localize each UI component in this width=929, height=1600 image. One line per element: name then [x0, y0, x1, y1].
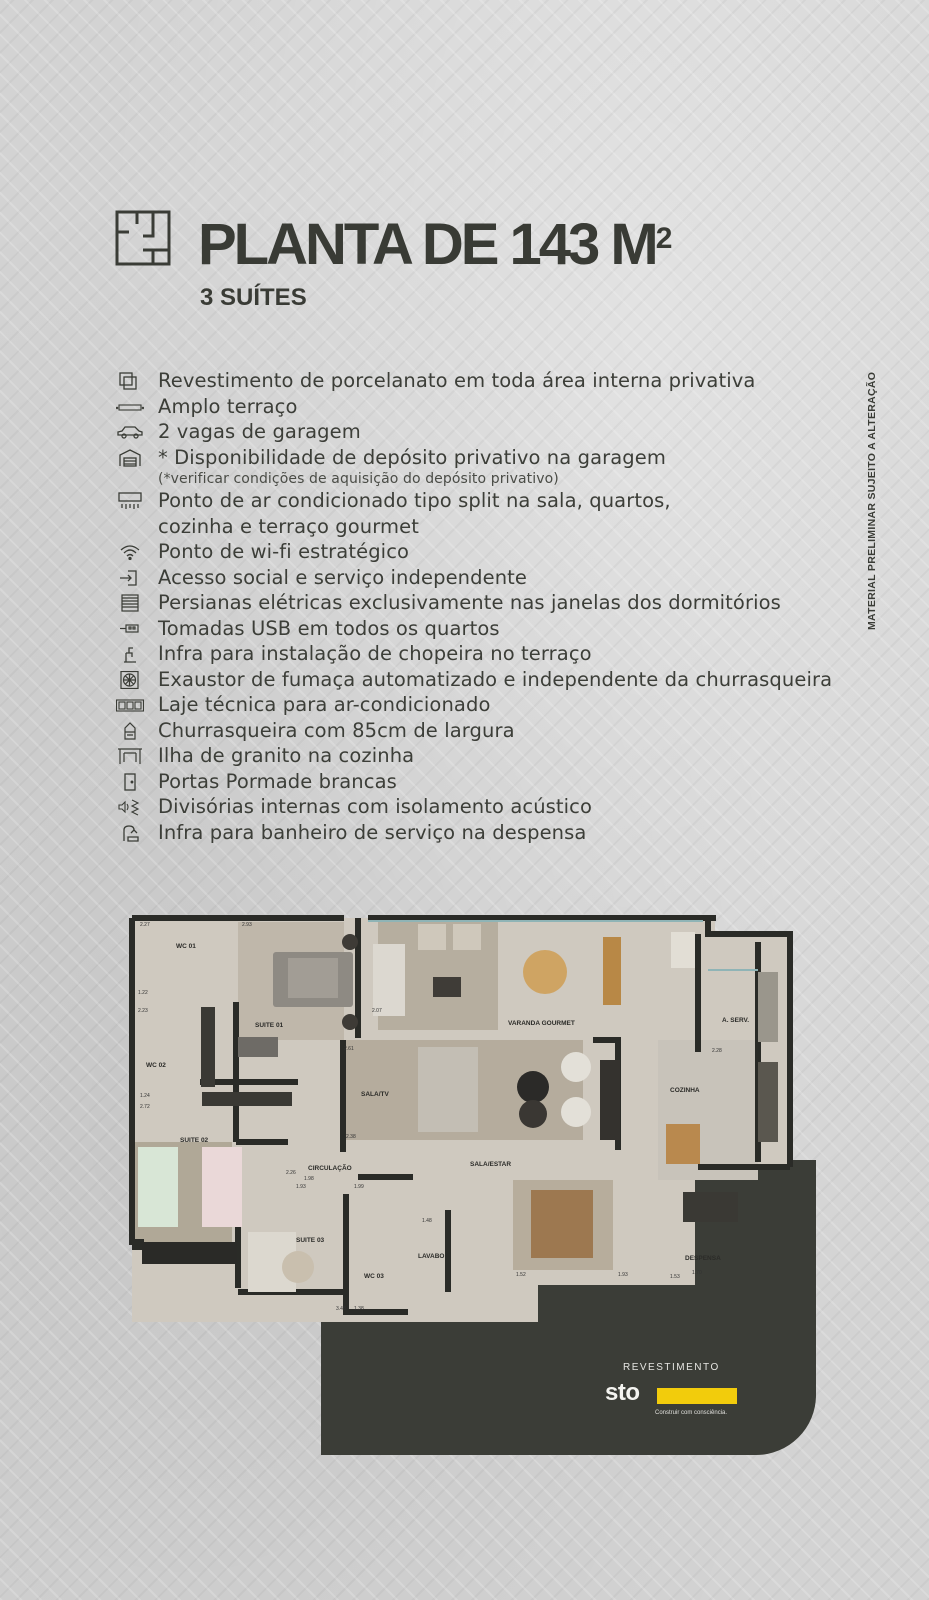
kitchen-island-icon	[116, 747, 144, 765]
sto-logo: sto	[605, 1379, 640, 1406]
service-bathroom-icon	[116, 824, 144, 842]
dimension-label: 2.26	[286, 1170, 296, 1176]
dimension-label: 1.22	[138, 990, 148, 996]
preliminary-notice: MATERIAL PRELIMINAR SUJEITO A ALTERAÇÃO	[866, 371, 878, 630]
list-item: Ponto de wi-fi estratégico	[116, 539, 856, 565]
floor-plan-icon	[115, 210, 171, 266]
dimension-label: 1.24	[140, 1093, 150, 1099]
room-label-circulacao: CIRCULAÇÃO	[308, 1165, 352, 1172]
acoustic-wall-icon	[116, 798, 144, 816]
room-label-sala-tv: SALA/TV	[361, 1091, 389, 1098]
dimension-label: 2.72	[140, 1104, 150, 1110]
beer-tap-icon	[116, 645, 144, 663]
room-label-cozinha: COZINHA	[670, 1087, 700, 1094]
list-item: Divisórias internas com isolamento acústico	[116, 794, 856, 820]
list-item: Portas Pormade brancas	[116, 769, 856, 795]
dimension-label: 2.27	[140, 922, 150, 928]
brand-label: REVESTIMENTO	[623, 1362, 720, 1373]
dimension-label: 1.99	[354, 1184, 364, 1190]
exhaust-fan-icon	[116, 671, 144, 689]
technical-slab-icon	[116, 696, 144, 714]
porcelain-tiles-icon	[116, 372, 144, 390]
list-item: Churrasqueira com 85cm de largura	[116, 718, 856, 744]
room-label-wc03: WC 03	[364, 1273, 384, 1280]
list-item: Laje técnica para ar-condicionado	[116, 692, 856, 718]
room-label-sala-estar: SALA/ESTAR	[470, 1161, 512, 1168]
brand-tagline: Construir com consciência.	[655, 1410, 728, 1416]
blinds-icon	[116, 594, 144, 612]
dimension-label: 1.93	[618, 1272, 628, 1278]
air-conditioner-icon	[116, 492, 144, 510]
garage-storage-icon	[116, 449, 144, 467]
list-item: Amplo terraço	[116, 394, 856, 420]
terrace-icon	[116, 398, 144, 416]
dimension-label: 2.07	[372, 1008, 382, 1014]
page-subtitle: 3 SUÍTES	[200, 284, 307, 311]
list-item: Revestimento de porcelanato em toda área interna privativa	[116, 368, 856, 394]
list-item: Ilha de granito na cozinha	[116, 743, 856, 769]
dimension-label: 1.38	[354, 1306, 364, 1312]
list-item: Infra para banheiro de serviço na despensa	[116, 820, 856, 846]
room-label-varanda: VARANDA GOURMET	[508, 1020, 575, 1027]
list-item: Ponto de ar condicionado tipo split na sala, quartos, cozinha e terraço gourmet	[116, 488, 856, 539]
dimension-label: 2.23	[138, 1008, 148, 1014]
dimension-label: 1.52	[516, 1272, 526, 1278]
storage-note: (*verificar condições de aquisição do depósito privativo)	[158, 471, 559, 487]
list-item: Acesso social e serviço independente	[116, 565, 856, 591]
features-list	[116, 368, 856, 845]
list-item: Exaustor de fumaça automatizado e independente da churrasqueira	[116, 667, 856, 693]
dimension-label: 1.98	[304, 1176, 314, 1182]
dimension-label: 1.48	[422, 1218, 432, 1224]
dimension-label: 2.38	[346, 1134, 356, 1140]
room-label-a-serv: A. SERV.	[722, 1017, 750, 1024]
room-label-suite03: SUITE 03	[296, 1237, 325, 1244]
list-item: Persianas elétricas exclusivamente nas janelas dos dormitórios	[116, 590, 856, 616]
room-label-suite01: SUITE 01	[255, 1022, 284, 1029]
dimension-label: 2.61	[344, 1046, 354, 1052]
dimension-label: 1.93	[296, 1184, 306, 1190]
door-icon	[116, 773, 144, 791]
list-item: 2 vagas de garagem	[116, 419, 856, 445]
room-label-suite02: SUITE 02	[180, 1137, 209, 1144]
dimension-label: 2.28	[712, 1048, 722, 1054]
room-label-lavabo: LAVABO	[418, 1253, 445, 1260]
door-entry-icon	[116, 569, 144, 587]
brand-yellow-bar	[657, 1388, 737, 1404]
car-icon	[116, 423, 144, 441]
page-title: PLANTA DE 143 $M^2$	[198, 212, 673, 277]
list-item: * Disponibilidade de depósito privativo na garagem (*verificar condições de aquisição do depósito privativo)	[116, 445, 856, 489]
dimension-label: 1.70	[692, 1270, 702, 1276]
room-label-wc02: WC 02	[146, 1062, 166, 1069]
list-item: Tomadas USB em todos os quartos	[116, 616, 856, 642]
dimension-label: 2.93	[242, 922, 252, 928]
room-label-wc01: WC 01	[176, 943, 196, 950]
wifi-icon	[116, 543, 144, 561]
dimension-label: 1.53	[670, 1274, 680, 1280]
brand-block	[605, 1362, 745, 1422]
floor-plan	[118, 912, 798, 1322]
list-item: Infra para instalação de chopeira no terraço	[116, 641, 856, 667]
usb-icon	[116, 620, 144, 638]
room-label-despensa: DESPENSA	[685, 1255, 721, 1262]
barbecue-icon	[116, 722, 144, 740]
dimension-label: 3.48	[336, 1306, 346, 1312]
